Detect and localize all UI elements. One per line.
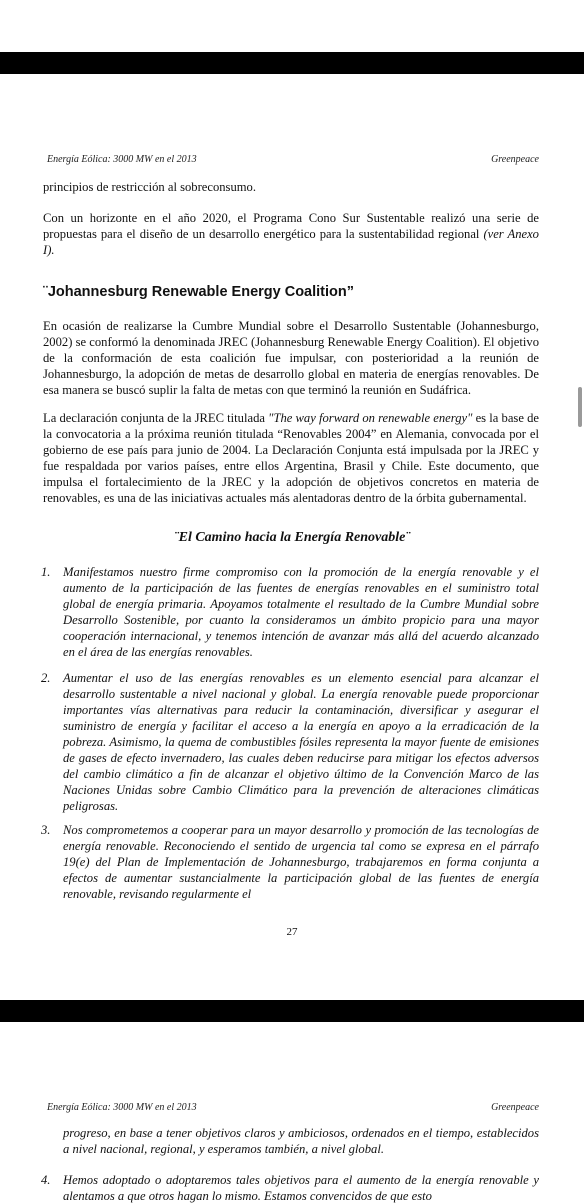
paragraph-cono-sur: Con un horizonte en el año 2020, el Programa Cono Sur Sustentable realizó una serie de propuestas para el diseño de un desarrollo energético para la sustentabilidad regional (ver Anexo I). bbox=[43, 211, 539, 257]
list-item-text: Hemos adoptado o adoptaremos tales objetivos para el aumento de la energía renovable y alentamos a que otros hagan lo mismo. Estamos convencidos de que esto bbox=[63, 1173, 539, 1203]
page-number: 27 bbox=[286, 926, 298, 938]
header-title: Energía Eólica: 3000 MW en el 2013 bbox=[47, 1102, 197, 1113]
list-item-text: Nos comprometemos a cooperar para un mayor desarrollo y promoción de las tecnologías de energía renovable. Reconociendo el sentido de urgencia tal como se expresa en el párrafo 19(e) del Plan de Implementación de Johannesburgo, trabajaremos en forma conjunta a efectos de aumentar sustancialmente la participación global de las fuentes de energía renovable, revisando regularmente el bbox=[63, 823, 539, 901]
list-item-continuation: progreso, en base a tener objetivos claros y ambiciosos, ordenados en el tiempo, establecidos a nivel nacional, regional, y esperamos también, a nivel global. bbox=[63, 1126, 539, 1156]
page-header bbox=[47, 1102, 539, 1113]
section-heading: ¨Johannesburg Renewable Energy Coalition” bbox=[43, 284, 354, 300]
list-item bbox=[41, 1172, 539, 1204]
paragraph-continuation: principios de restricción al sobreconsumo. bbox=[43, 180, 256, 194]
header-org: Greenpeace bbox=[491, 1102, 539, 1113]
annex-reference: (ver Anexo I). bbox=[43, 227, 539, 257]
header-title: Energía Eólica: 3000 MW en el 2013 bbox=[47, 154, 197, 165]
list-item-number: 1. bbox=[41, 565, 51, 579]
list-item bbox=[41, 670, 539, 814]
list-item-number: 2. bbox=[41, 671, 51, 685]
page-header bbox=[47, 154, 539, 165]
page-separator-top bbox=[0, 52, 584, 74]
paragraph-jrec-intro: En ocasión de realizarse la Cumbre Mundial sobre el Desarrollo Sustentable (Johannesburgo, 2002) se conformó la denominada JREC (Johannesburg Renewable Energy Coalition). El objetivo de la conformación de esta coalición fue impulsar, con posterioridad a la reunión de Johannesburgo, la adopción de metas de desarrollo global en materia de energías renovables. De esa manera se buscó suplir la falta de metas con que terminó la reunión en Sudáfrica. bbox=[43, 319, 539, 397]
declaration-title: "The way forward on renewable energy" bbox=[268, 411, 473, 425]
list-item bbox=[41, 822, 539, 902]
page-separator-bottom bbox=[0, 1000, 584, 1022]
header-org: Greenpeace bbox=[491, 154, 539, 165]
list-item-text: Aumentar el uso de las energías renovables es un elemento esencial para alcanzar el desarrollo sustentable a nivel nacional y global. La energía renovable puede proporcionar importantes vías alternativas para reducir la contaminación, diversificar y asegurar el suministro de energía y facilitar el acceso a la energía en apoyo a la erradicación de la pobreza. Asimismo, la quema de combustibles fósiles representa la mayor fuente de emisiones de gases de efecto invernadero, las cuales deben reducirse para mitigar los efectos adversos del cambio climático a fin de alcanzar el objetivo último de la Convención Marco de las Naciones Unidas sobre Cambio Climático para la prevención de alteraciones climáticas peligrosas. bbox=[63, 671, 539, 813]
list-item-text: Manifestamos nuestro firme compromiso con la promoción de la energía renovable y el aumento de la participación de las fuentes de energías renovables en el suministro total global de energía primaria. Apoyamos totalmente el resultado de la Cumbre Mundial sobre Desarrollo Sostenible, por cuanto la consideramos un ámbito propicio para una mayor cooperación internacional, y tenemos intención de avanzar más allá del acuerdo alcanzado en el área de las energías renovables. bbox=[63, 565, 539, 659]
list-item-number: 4. bbox=[41, 1173, 51, 1187]
list-item-number: 3. bbox=[41, 823, 51, 837]
scrollbar-thumb[interactable] bbox=[578, 387, 582, 427]
declaration-subheading: ¨El Camino hacia la Energía Renovable¨ bbox=[173, 530, 411, 545]
list-item bbox=[41, 564, 539, 660]
paragraph-jrec-declaration: La declaración conjunta de la JREC titulada "The way forward on renewable energy" es la base de la convocatoria a la próxima reunión titulada “Renovables 2004” en Alemania, convocada por el gobierno de ese país para junio de 2004. La Declaración Conjunta está impulsada por la JREC y fue respaldada por varios países, entre ellos Argentina, Brasil y Chile. Este documento, que impulsa el fortalecimiento de la JREC y la adopción de objetivos concretos en materia de renovables, es una de las iniciativas actuales más alentadoras dentro de la órbita gubernamental. bbox=[43, 411, 539, 505]
